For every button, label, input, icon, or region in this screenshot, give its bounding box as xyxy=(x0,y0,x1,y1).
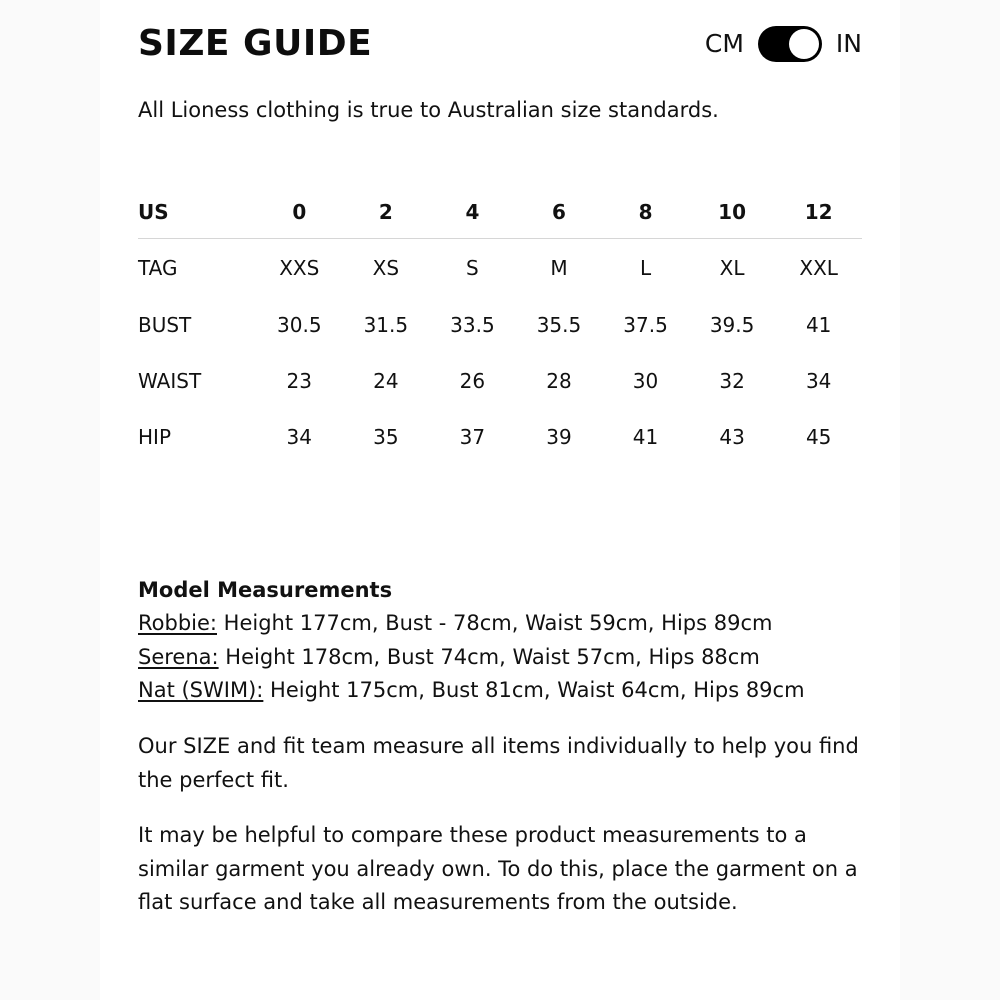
table-cell: 26 xyxy=(459,369,486,393)
model-line-nat xyxy=(138,674,868,708)
intro-text: All Lioness clothing is true to Australian size standards. xyxy=(138,98,719,122)
table-cell: 35.5 xyxy=(536,313,582,337)
table-cell: 34 xyxy=(286,425,312,449)
model-details: Height 175cm, Bust 81cm, Waist 64cm, Hips 89cm xyxy=(263,678,805,702)
table-cell: 34 xyxy=(805,369,832,393)
table-cell: 23 xyxy=(286,369,312,393)
table-cell: XXS xyxy=(279,256,320,280)
table-cell: 31.5 xyxy=(363,313,409,337)
model-measurements-heading: Model Measurements xyxy=(138,578,393,602)
table-row-tag xyxy=(138,239,862,298)
unit-switch[interactable] xyxy=(758,26,822,62)
model-name: Nat (SWIM): xyxy=(138,678,264,702)
row-label: BUST xyxy=(138,313,192,337)
model-measurements xyxy=(138,574,868,708)
table-cell: 41 xyxy=(632,425,659,449)
header-cell: 2 xyxy=(343,186,430,239)
table-cell: 37 xyxy=(459,425,486,449)
table-cell: XS xyxy=(372,256,400,280)
table-header-row xyxy=(138,186,862,239)
table-row-bust xyxy=(138,297,862,353)
table-row-hip xyxy=(138,409,862,465)
table-cell: S xyxy=(466,256,479,280)
table-cell: 30.5 xyxy=(277,313,322,337)
table-cell: 35 xyxy=(373,425,399,449)
unit-label-in[interactable]: IN xyxy=(835,29,862,58)
table-row-waist xyxy=(138,353,862,409)
table-cell: 24 xyxy=(373,369,399,393)
table-cell: 39.5 xyxy=(709,313,755,337)
table-cell: 32 xyxy=(719,369,745,393)
header-cell: 0 xyxy=(256,186,343,239)
fit-team-paragraph: Our SIZE and fit team measure all items individually to help you find the perfect fit. xyxy=(138,734,859,792)
header-cell: 4 xyxy=(429,186,516,239)
page-title: SIZE GUIDE xyxy=(138,23,373,64)
table-cell: XXL xyxy=(799,256,838,280)
row-label: WAIST xyxy=(138,369,202,393)
header-cell: 10 xyxy=(689,186,776,239)
header-cell: 6 xyxy=(516,186,603,239)
size-table xyxy=(138,186,862,465)
table-cell: 30 xyxy=(632,369,659,393)
header-label-us: US xyxy=(138,186,256,239)
row-label: HIP xyxy=(138,425,171,449)
model-line-serena xyxy=(138,641,868,675)
table-cell: 39 xyxy=(546,425,572,449)
model-details: Height 177cm, Bust - 78cm, Waist 59cm, Hips 89cm xyxy=(217,611,773,635)
table-cell: 41 xyxy=(805,313,832,337)
table-cell: 33.5 xyxy=(450,313,495,337)
table-cell: 45 xyxy=(805,425,832,449)
table-cell: 37.5 xyxy=(623,313,668,337)
unit-toggle xyxy=(705,24,862,64)
model-name: Serena: xyxy=(138,644,219,669)
size-guide-panel xyxy=(100,0,900,1000)
header-cell: 12 xyxy=(775,186,862,239)
compare-garment-paragraph: It may be helpful to compare these product measurements to a similar garment you already own. To do this, place the garment on a flat surface and take all measurements from the outside. xyxy=(138,823,858,914)
table-cell: M xyxy=(550,256,568,280)
row-label: TAG xyxy=(138,256,178,280)
table-cell: 28 xyxy=(546,369,572,393)
table-cell: XL xyxy=(719,256,745,280)
table-cell: 43 xyxy=(719,425,745,449)
unit-switch-knob[interactable] xyxy=(789,29,819,59)
model-name: Robbie: xyxy=(138,611,217,635)
header-cell: 8 xyxy=(602,186,689,239)
table-cell: L xyxy=(639,256,652,280)
model-details: Height 178cm, Bust 74cm, Waist 57cm, Hips 88cm xyxy=(218,644,760,669)
unit-label-cm[interactable]: CM xyxy=(704,29,744,58)
model-line-robbie xyxy=(138,607,868,641)
